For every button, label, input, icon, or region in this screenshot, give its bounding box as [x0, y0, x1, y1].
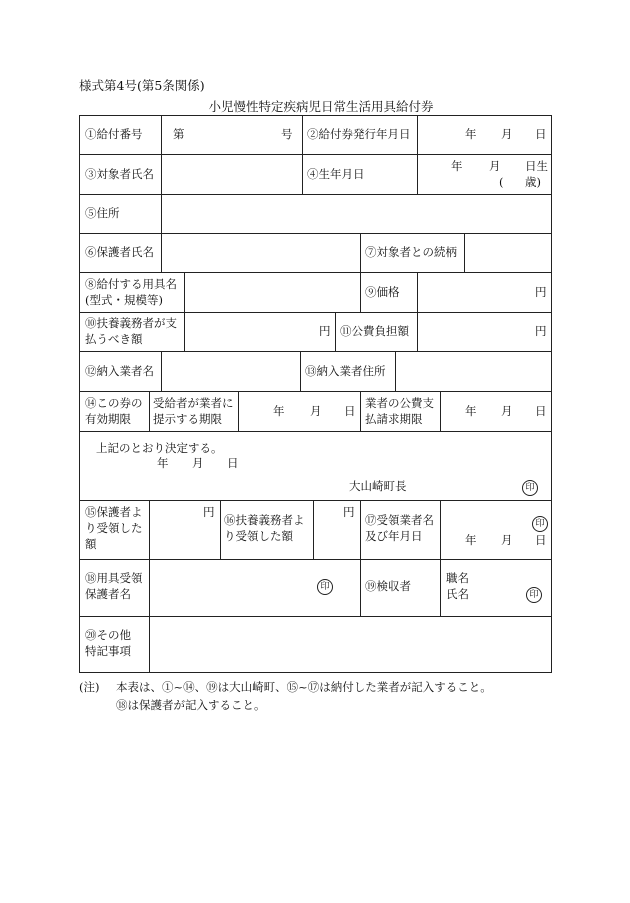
- decision-statement: 上記のとおり決定する。: [96, 441, 223, 455]
- birth-day-unit: 日生: [525, 159, 548, 173]
- grid-line: [161, 351, 162, 391]
- public-burden-yen-unit: 円: [535, 324, 547, 338]
- grid-line: [161, 233, 162, 272]
- issue-day-unit: 日: [535, 127, 547, 141]
- grid-line: [79, 233, 552, 234]
- form-number-label: 様式第4号(第5条関係): [79, 78, 205, 93]
- birth-date-label: ④生年月日: [307, 167, 365, 181]
- guardian-received-label-line2: り受領した: [85, 521, 143, 535]
- presentation-deadline-label-line1: 受給者が業者に: [153, 396, 234, 410]
- receiving-supplier-label-line2: 及び年月日: [365, 529, 423, 543]
- grid-line: [395, 351, 396, 391]
- grid-line: [149, 559, 150, 616]
- grid-line: [79, 312, 552, 313]
- grid-line: [360, 391, 361, 431]
- birth-month-unit: 月: [489, 159, 501, 173]
- grid-line: [360, 559, 361, 616]
- supplier-seal-mark: 印: [532, 516, 548, 532]
- equipment-name-label-line2: (型式・規模等): [85, 293, 163, 307]
- subject-name-label: ③対象者氏名: [85, 167, 154, 181]
- mayor-title: 大山崎町長: [349, 479, 407, 493]
- obligor-yen-unit: 円: [319, 324, 331, 338]
- relationship-label: ⑦対象者との続柄: [365, 245, 457, 259]
- presentation-deadline-label-line2: 提示する期限: [153, 412, 222, 426]
- age-unit: 歳): [525, 175, 541, 189]
- grid-line: [417, 115, 418, 154]
- grid-line: [464, 233, 465, 272]
- inspector-post-label: 職名: [446, 571, 469, 585]
- issue-year-unit: 年: [465, 127, 477, 141]
- note-line-1: 本表は、①~⑭、⑲は大山崎町、⑮~⑰は納付した業者が記入すること。: [116, 680, 492, 694]
- grid-line: [417, 154, 418, 194]
- guardian-name-label: ⑥保護者氏名: [85, 245, 154, 259]
- grid-line: [440, 500, 441, 559]
- receipt-month-unit: 月: [501, 533, 513, 547]
- presentation-year-unit: 年: [273, 404, 285, 418]
- presentation-month-unit: 月: [310, 404, 322, 418]
- grid-line: [79, 154, 552, 155]
- guardian-received-yen-unit: 円: [203, 505, 215, 519]
- validity-label-line1: ⑭この券の: [85, 396, 143, 410]
- grid-line: [440, 391, 441, 431]
- public-burden-label: ⑪公費負担額: [340, 324, 409, 338]
- grid-line: [149, 500, 150, 559]
- obligor-payment-label-line2: 払うべき額: [85, 332, 143, 346]
- grant-number-prefix: 第: [173, 127, 185, 141]
- receiving-supplier-label-line1: ⑰受領業者名: [365, 513, 434, 527]
- claim-deadline-label-line2: 払請求期限: [365, 412, 423, 426]
- grid-line: [149, 616, 150, 672]
- age-open-paren: (: [499, 175, 504, 189]
- other-remarks-label-line1: ⑳その他: [85, 628, 131, 642]
- recipient-seal-mark: 印: [317, 579, 333, 595]
- decision-month-unit: 月: [192, 456, 204, 470]
- issue-month-unit: 月: [501, 127, 513, 141]
- grid-line: [161, 194, 162, 233]
- birth-year-unit: 年: [451, 159, 463, 173]
- grid-line: [184, 312, 185, 351]
- validity-label-line2: 有効期限: [85, 412, 131, 426]
- grid-line: [300, 351, 301, 391]
- grid-line: [79, 272, 552, 273]
- grid-line: [79, 672, 552, 673]
- voucher-form-table: [79, 115, 552, 672]
- mayor-seal-mark: 印: [522, 480, 538, 496]
- inspector-name-label: 氏名: [446, 587, 469, 601]
- decision-year-unit: 年: [157, 456, 169, 470]
- price-label: ⑨価格: [365, 285, 400, 299]
- issue-date-label: ②給付券発行年月日: [307, 127, 411, 141]
- other-remarks-label-line2: 特記事項: [85, 644, 131, 658]
- grid-line: [360, 272, 361, 312]
- grid-line: [238, 391, 239, 431]
- grid-line: [302, 154, 303, 194]
- grid-line: [149, 391, 150, 431]
- equipment-name-label-line1: ⑧給付する用具名: [85, 277, 177, 291]
- grid-line: [220, 500, 221, 559]
- address-label: ⑤住所: [85, 206, 120, 220]
- claim-year-unit: 年: [465, 404, 477, 418]
- obligor-payment-label-line1: ⑩扶養義務者が支: [85, 316, 177, 330]
- grid-line: [79, 115, 80, 673]
- equipment-recipient-label-line2: 保護者名: [85, 587, 131, 601]
- note-line-2: ⑱は保護者が記入すること。: [116, 698, 266, 712]
- price-yen-unit: 円: [535, 285, 547, 299]
- grant-number-suffix: 号: [281, 127, 293, 141]
- grid-line: [360, 233, 361, 272]
- receipt-day-unit: 日: [535, 533, 547, 547]
- grid-line: [313, 500, 314, 559]
- grant-number-label: ①給付番号: [85, 127, 143, 141]
- supplier-address-label: ⑬納入業者住所: [305, 364, 386, 378]
- grid-line: [79, 194, 552, 195]
- grid-line: [335, 312, 336, 351]
- grid-line: [184, 272, 185, 312]
- grid-line: [302, 115, 303, 154]
- grid-line: [417, 312, 418, 351]
- guardian-received-label-line3: 額: [85, 537, 97, 551]
- grid-line: [79, 431, 552, 432]
- note-prefix: (注): [79, 680, 100, 694]
- claim-day-unit: 日: [535, 404, 547, 418]
- receipt-year-unit: 年: [465, 533, 477, 547]
- claim-deadline-label-line1: 業者の公費支: [365, 396, 434, 410]
- inspector-label: ⑲検収者: [365, 579, 411, 593]
- obligor-received-label-line2: り受領した額: [224, 529, 293, 543]
- claim-month-unit: 月: [501, 404, 513, 418]
- grid-line: [440, 559, 441, 616]
- presentation-day-unit: 日: [344, 404, 356, 418]
- grid-line: [551, 115, 552, 673]
- decision-day-unit: 日: [227, 456, 239, 470]
- obligor-received-yen-unit: 円: [343, 505, 355, 519]
- grid-line: [360, 500, 361, 559]
- grid-line: [161, 154, 162, 194]
- equipment-recipient-label-line1: ⑱用具受領: [85, 571, 143, 585]
- guardian-received-label-line1: ⑮保護者よ: [85, 505, 143, 519]
- grid-line: [79, 351, 552, 352]
- supplier-name-label: ⑫納入業者名: [85, 364, 154, 378]
- inspector-seal-mark: 印: [526, 587, 542, 603]
- grid-line: [161, 115, 162, 154]
- document-title: 小児慢性特定疾病児日常生活用具給付券: [208, 99, 434, 114]
- grid-line: [79, 115, 552, 116]
- obligor-received-label-line1: ⑯扶養義務者よ: [224, 513, 305, 527]
- grid-line: [417, 272, 418, 312]
